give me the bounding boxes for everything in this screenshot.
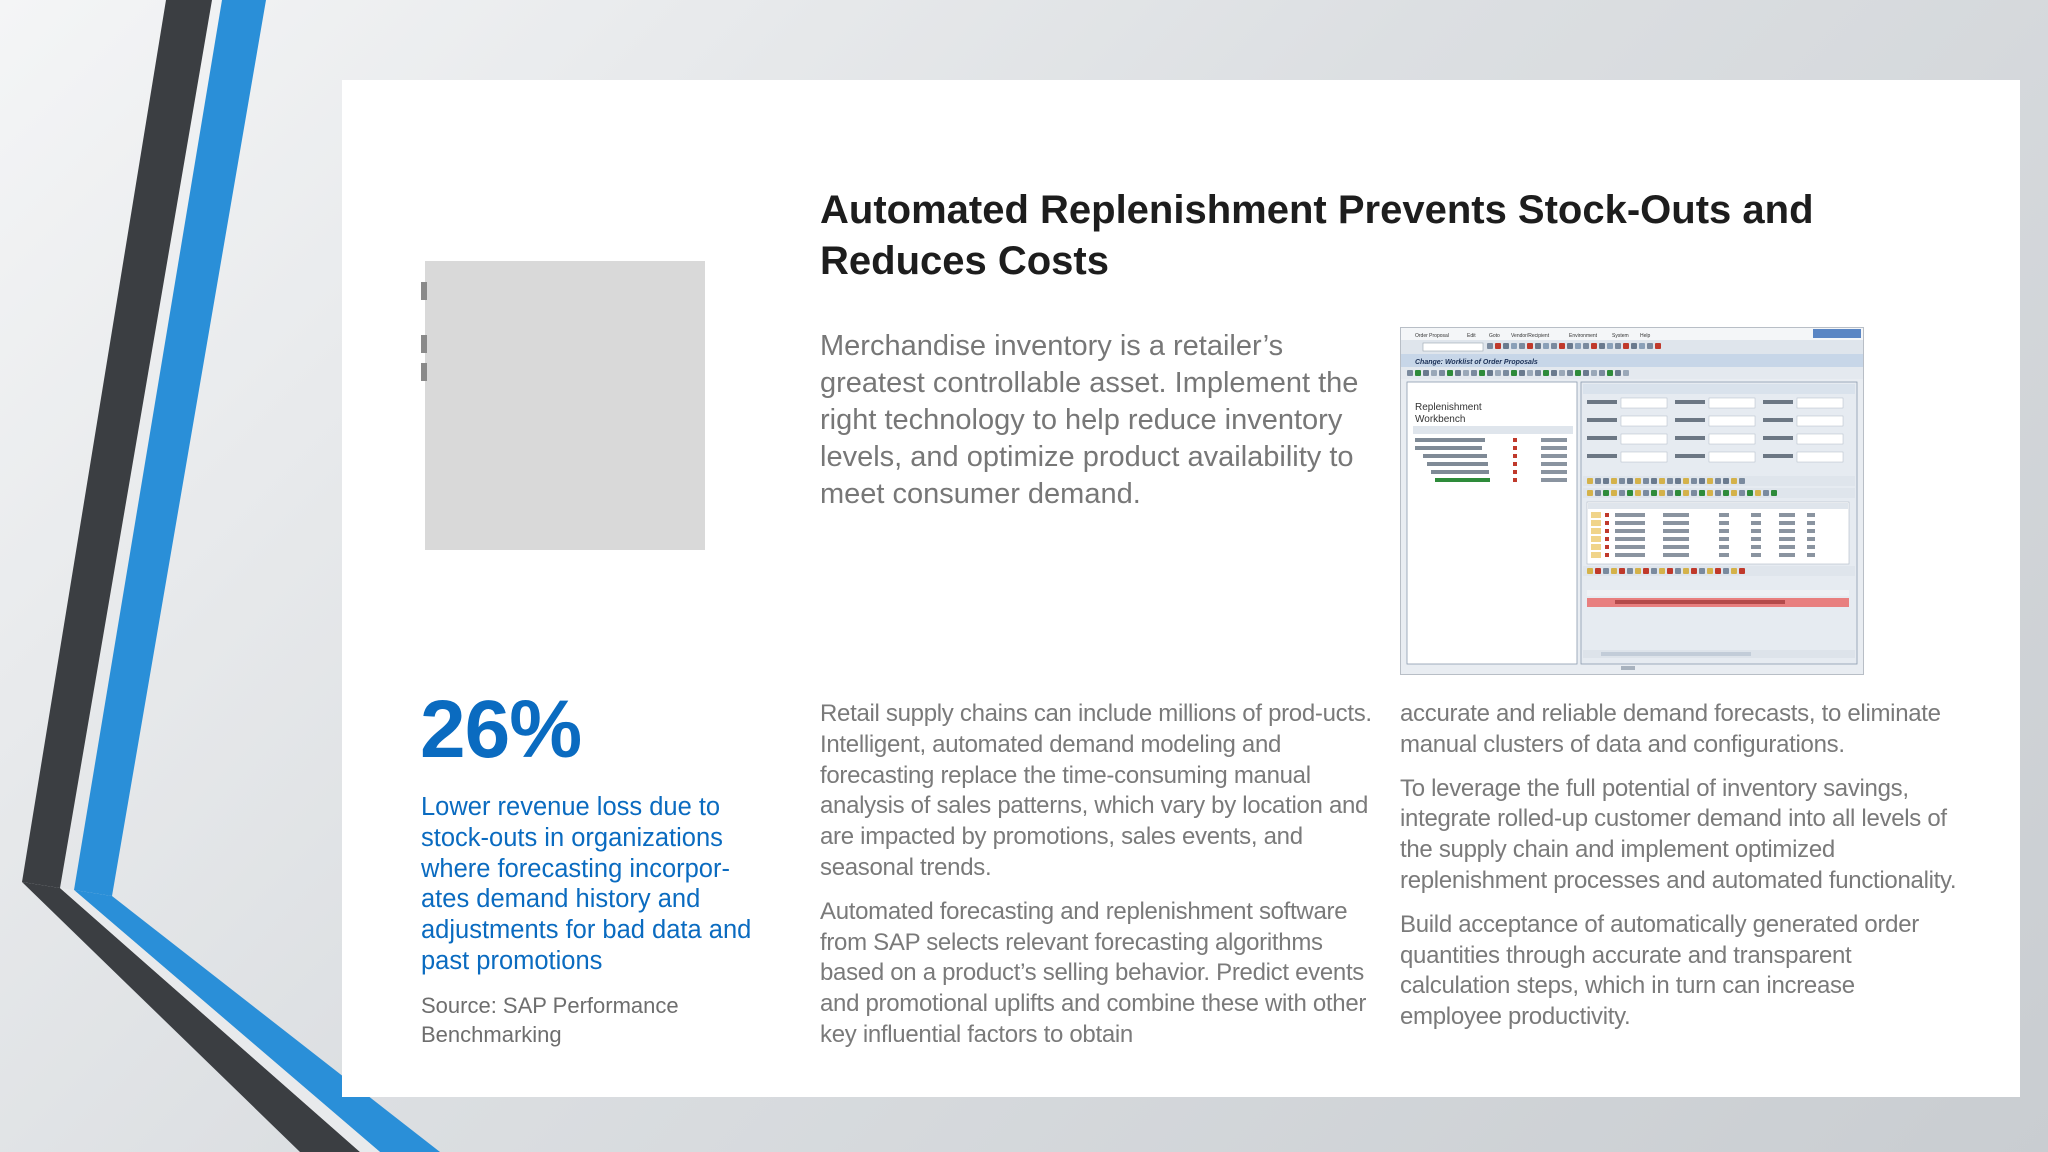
form-field-box <box>1709 434 1755 444</box>
toolbar-glyph-icon <box>1599 343 1605 349</box>
body-paragraph: To leverage the full potential of inventory savings, integrate rolled-up customer demand into all levels of the supply chain and implement optimized replenishment processes and automated functionality. <box>1400 774 1957 894</box>
form-label-line <box>1675 418 1705 422</box>
table-cell-line <box>1751 545 1761 549</box>
row-status-dot <box>1605 553 1609 557</box>
stat-description: Lower revenue loss due to stock-outs in organizations where forecasting incorpor-ates demand history and adjustments for bad data and past promotions <box>421 793 752 975</box>
toolbar-glyph-icon <box>1463 370 1469 376</box>
toolbar-glyph-icon <box>1675 568 1681 574</box>
form-label-line <box>1763 418 1793 422</box>
embedded-app-screenshot <box>1400 327 1864 675</box>
tree-row-line <box>1423 454 1487 458</box>
row-selector <box>1591 536 1601 542</box>
table-cell-line <box>1807 553 1815 557</box>
toolbar-glyph-icon <box>1535 370 1541 376</box>
toolbar-glyph-icon <box>1611 478 1617 484</box>
screenshot-menu-item: Order Proposal <box>1415 333 1449 339</box>
table-cell-line <box>1719 537 1729 541</box>
form-field-box <box>1709 398 1755 408</box>
body-column-1 <box>820 699 1380 1064</box>
table-cell-line <box>1807 513 1815 517</box>
tree-row-line <box>1415 446 1482 450</box>
toolbar-glyph-icon <box>1567 370 1573 376</box>
toolbar-glyph-icon <box>1615 343 1621 349</box>
toolbar-glyph-icon <box>1683 568 1689 574</box>
row-status-dot <box>1605 521 1609 525</box>
table-cell-line <box>1719 513 1729 517</box>
tree-status-dot <box>1513 478 1517 482</box>
toolbar-glyph-icon <box>1495 370 1501 376</box>
screenshot-menu-item: Goto <box>1489 333 1500 339</box>
toolbar-glyph-icon <box>1431 370 1437 376</box>
toolbar-glyph-icon <box>1543 370 1549 376</box>
form-field-box <box>1621 452 1667 462</box>
toolbar-glyph-icon <box>1739 490 1745 496</box>
toolbar-glyph-icon <box>1731 568 1737 574</box>
form-field-box <box>1797 398 1843 408</box>
table-cell-line <box>1719 553 1729 557</box>
toolbar-glyph-icon <box>1651 568 1657 574</box>
table-cell-line <box>1779 513 1795 517</box>
intro-paragraph: Merchandise inventory is a retailer’s greatest controllable asset. Implement the right technology to help reduce inventory levels, and optimize product availability to meet consumer demand. <box>820 330 1359 510</box>
tree-status-dot <box>1513 462 1517 466</box>
toolbar-glyph-icon <box>1635 478 1641 484</box>
toolbar-glyph-icon <box>1447 370 1453 376</box>
form-label-line <box>1587 454 1617 458</box>
form-field-box <box>1797 452 1843 462</box>
table-cell-line <box>1663 513 1689 517</box>
form-label-line <box>1763 400 1793 404</box>
toolbar-glyph-icon <box>1607 343 1613 349</box>
row-selector <box>1591 552 1601 558</box>
tree-status-dot <box>1513 446 1517 450</box>
toolbar-glyph-icon <box>1627 490 1633 496</box>
form-label-line <box>1587 418 1617 422</box>
table-cell-line <box>1663 529 1689 533</box>
table-cell-line <box>1751 529 1761 533</box>
screenshot-window-title: Change: Worklist of Order Proposals <box>1415 359 1538 366</box>
toolbar-glyph-icon <box>1631 343 1637 349</box>
toolbar-glyph-icon <box>1723 478 1729 484</box>
screenshot-menu-item: Environment <box>1569 333 1598 339</box>
table-cell-line <box>1807 537 1815 541</box>
toolbar-glyph-icon <box>1691 478 1697 484</box>
toolbar-glyph-icon <box>1667 568 1673 574</box>
toolbar-glyph-icon <box>1619 490 1625 496</box>
toolbar-glyph-icon <box>1503 370 1509 376</box>
toolbar-glyph-icon <box>1455 370 1461 376</box>
toolbar-glyph-icon <box>1511 343 1517 349</box>
tree-row-line <box>1415 438 1485 442</box>
toolbar-glyph-icon <box>1603 478 1609 484</box>
toolbar-glyph-icon <box>1715 478 1721 484</box>
toolbar-glyph-icon <box>1583 370 1589 376</box>
form-label-line <box>1587 400 1617 404</box>
toolbar-glyph-icon <box>1607 370 1613 376</box>
table-cell-line <box>1779 521 1795 525</box>
toolbar-glyph-icon <box>1715 568 1721 574</box>
table-cell-line <box>1663 537 1689 541</box>
toolbar-glyph-icon <box>1667 478 1673 484</box>
toolbar-glyph-icon <box>1603 568 1609 574</box>
form-label-line <box>1763 454 1793 458</box>
ghost-glyph <box>421 282 427 300</box>
form-field-box <box>1709 452 1755 462</box>
table-cell-line <box>1663 521 1689 525</box>
toolbar-glyph-icon <box>1755 490 1761 496</box>
toolbar-glyph-icon <box>1731 490 1737 496</box>
toolbar-glyph-icon <box>1439 370 1445 376</box>
toolbar-glyph-icon <box>1471 370 1477 376</box>
toolbar-glyph-icon <box>1643 478 1649 484</box>
toolbar-glyph-icon <box>1723 568 1729 574</box>
toolbar-glyph-icon <box>1707 568 1713 574</box>
screenshot-canvas <box>1401 328 1863 674</box>
form-label-line <box>1675 400 1705 404</box>
table-cell-line <box>1663 545 1689 549</box>
toolbar-glyph-icon <box>1595 490 1601 496</box>
table-cell-line <box>1615 521 1645 525</box>
toolbar-glyph-icon <box>1503 343 1509 349</box>
table-cell-line <box>1779 537 1795 541</box>
toolbar-glyph-icon <box>1423 370 1429 376</box>
toolbar-glyph-icon <box>1527 370 1533 376</box>
toolbar-glyph-icon <box>1519 370 1525 376</box>
table-cell-line <box>1615 537 1645 541</box>
toolbar-glyph-icon <box>1699 478 1705 484</box>
body-paragraph: accurate and reliable demand forecasts, to eliminate manual clusters of data and configurations. <box>1400 700 1941 758</box>
content-card <box>342 80 2020 1097</box>
form-label-line <box>1763 436 1793 440</box>
toolbar-glyph-icon <box>1611 568 1617 574</box>
tree-value-line <box>1541 462 1567 466</box>
form-label-line <box>1675 436 1705 440</box>
toolbar-glyph-icon <box>1603 490 1609 496</box>
toolbar-glyph-icon <box>1659 478 1665 484</box>
tree-row-line <box>1431 470 1489 474</box>
table-cell-line <box>1615 529 1645 533</box>
table-cell-line <box>1807 545 1815 549</box>
toolbar-glyph-icon <box>1651 478 1657 484</box>
toolbar-glyph-icon <box>1599 370 1605 376</box>
toolbar-glyph-icon <box>1487 343 1493 349</box>
table-header-bar <box>1588 503 1848 509</box>
table-cell-line <box>1719 529 1729 533</box>
toolbar-glyph-icon <box>1699 568 1705 574</box>
row-status-dot <box>1605 513 1609 517</box>
toolbar-glyph-icon <box>1651 490 1657 496</box>
toolbar-glyph-icon <box>1583 343 1589 349</box>
form-field-box <box>1621 398 1667 408</box>
toolbar-glyph-icon <box>1575 343 1581 349</box>
toolbar-glyph-icon <box>1731 478 1737 484</box>
form-field-box <box>1797 434 1843 444</box>
tree-value-line <box>1541 454 1567 458</box>
tree-value-line <box>1541 438 1567 442</box>
tree-value-line <box>1541 446 1567 450</box>
form-label-line <box>1587 436 1617 440</box>
table-cell-line <box>1615 513 1645 517</box>
toolbar-glyph-icon <box>1627 568 1633 574</box>
ghost-glyph <box>421 363 427 381</box>
toolbar-glyph-icon <box>1771 490 1777 496</box>
toolbar-glyph-icon <box>1643 568 1649 574</box>
row-status-dot <box>1605 537 1609 541</box>
table-cell-line <box>1779 545 1795 549</box>
tree-status-dot <box>1513 470 1517 474</box>
screenshot-menu-item: Vendor/Recipient <box>1511 333 1550 339</box>
screenshot-menu-item: Edit <box>1467 333 1476 339</box>
toolbar-glyph-icon <box>1675 478 1681 484</box>
toolbar-glyph-icon <box>1623 343 1629 349</box>
toolbar-glyph-icon <box>1639 343 1645 349</box>
toolbar-glyph-icon <box>1691 490 1697 496</box>
toolbar-glyph-icon <box>1699 490 1705 496</box>
toolbar-glyph-icon <box>1551 370 1557 376</box>
row-selector <box>1591 544 1601 550</box>
toolbar-glyph-icon <box>1675 490 1681 496</box>
toolbar-glyph-icon <box>1519 343 1525 349</box>
row-status-dot <box>1605 529 1609 533</box>
toolbar-glyph-icon <box>1479 370 1485 376</box>
body-paragraph: Build acceptance of automatically generated order quantities through accurate and transparent calculation steps, which in turn can increase employee productivity. <box>1400 910 1919 1031</box>
toolbar-glyph-icon <box>1643 490 1649 496</box>
image-placeholder <box>425 261 705 550</box>
toolbar-glyph-icon <box>1511 370 1517 376</box>
table-cell-line <box>1719 521 1729 525</box>
toolbar-glyph-icon <box>1707 478 1713 484</box>
table-cell-line <box>1807 521 1815 525</box>
table-cell-line <box>1615 545 1645 549</box>
toolbar-glyph-icon <box>1527 343 1533 349</box>
row-selector <box>1591 528 1601 534</box>
toolbar-glyph-icon <box>1591 370 1597 376</box>
form-field-box <box>1709 416 1755 426</box>
toolbar-glyph-icon <box>1559 370 1565 376</box>
table-cell-line <box>1615 553 1645 557</box>
toolbar-glyph-icon <box>1615 370 1621 376</box>
table-cell-line <box>1807 529 1815 533</box>
toolbar-glyph-icon <box>1723 490 1729 496</box>
toolbar-glyph-icon <box>1667 490 1673 496</box>
toolbar-glyph-icon <box>1559 343 1565 349</box>
toolbar-glyph-icon <box>1415 370 1421 376</box>
toolbar-glyph-icon <box>1739 568 1745 574</box>
toolbar-glyph-icon <box>1619 478 1625 484</box>
toolbar-glyph-icon <box>1587 490 1593 496</box>
toolbar-glyph-icon <box>1591 343 1597 349</box>
form-label-line <box>1675 454 1705 458</box>
light-accent-strip <box>60 888 380 1152</box>
table-cell-line <box>1779 553 1795 557</box>
toolbar-glyph-icon <box>1747 490 1753 496</box>
row-selector <box>1591 512 1601 518</box>
row-status-dot <box>1605 545 1609 549</box>
table-cell-line <box>1779 529 1795 533</box>
toolbar-glyph-icon <box>1567 343 1573 349</box>
toolbar-glyph-icon <box>1659 568 1665 574</box>
toolbar-glyph-icon <box>1619 568 1625 574</box>
form-field-box <box>1797 416 1843 426</box>
toolbar-glyph-icon <box>1595 568 1601 574</box>
toolbar-glyph-icon <box>1487 370 1493 376</box>
toolbar-glyph-icon <box>1407 370 1413 376</box>
slide-title: Automated Replenishment Prevents Stock-Outs and Reduces Costs <box>820 188 1814 283</box>
tree-value-line <box>1541 478 1567 482</box>
stat-source: Source: SAP Performance Benchmarking <box>421 993 679 1047</box>
toolbar-glyph-icon <box>1647 343 1653 349</box>
toolbar-glyph-icon <box>1655 343 1661 349</box>
stat-value: 26% <box>420 684 582 775</box>
table-cell-line <box>1663 553 1689 557</box>
body-column-2 <box>1400 699 1960 1046</box>
tree-value-line <box>1541 470 1567 474</box>
toolbar-glyph-icon <box>1715 490 1721 496</box>
form-field-box <box>1621 416 1667 426</box>
table-cell-line <box>1751 537 1761 541</box>
toolbar-glyph-icon <box>1587 478 1593 484</box>
toolbar-glyph-icon <box>1587 568 1593 574</box>
screenshot-menu-item: Help <box>1640 333 1651 339</box>
screenshot-menu-item: System <box>1612 333 1629 339</box>
form-field-box <box>1621 434 1667 444</box>
tree-row-line <box>1427 462 1488 466</box>
ghost-glyph <box>421 335 427 353</box>
tree-status-dot <box>1513 454 1517 458</box>
toolbar-glyph-icon <box>1763 490 1769 496</box>
toolbar-glyph-icon <box>1543 343 1549 349</box>
toolbar-glyph-icon <box>1635 568 1641 574</box>
toolbar-glyph-icon <box>1627 478 1633 484</box>
toolbar-glyph-icon <box>1575 370 1581 376</box>
toolbar-glyph-icon <box>1623 370 1629 376</box>
table-cell-line <box>1719 545 1729 549</box>
table-cell-line <box>1751 553 1761 557</box>
screenshot-panel-title-line2: Workbench <box>1415 414 1466 425</box>
toolbar-glyph-icon <box>1611 490 1617 496</box>
body-paragraph: Retail supply chains can include millions of prod-ucts. Intelligent, automated demand modeling and forecasting replace the time-consuming manual analysis of sales patterns, which vary by location and are impacted by promotions, sales events, and seasonal trends. <box>820 700 1372 881</box>
table-cell-line <box>1751 521 1761 525</box>
row-selector <box>1591 520 1601 526</box>
dark-stripe-lower <box>22 882 360 1152</box>
toolbar-glyph-icon <box>1683 478 1689 484</box>
toolbar-glyph-icon <box>1535 343 1541 349</box>
tree-row-line <box>1435 478 1490 482</box>
toolbar-glyph-icon <box>1635 490 1641 496</box>
screenshot-panel-title-line1: Replenishment <box>1415 402 1482 413</box>
toolbar-glyph-icon <box>1595 478 1601 484</box>
toolbar-glyph-icon <box>1551 343 1557 349</box>
toolbar-glyph-icon <box>1691 568 1697 574</box>
table-cell-line <box>1751 513 1761 517</box>
body-paragraph: Automated forecasting and replenishment software from SAP selects relevant forecasting algorithms based on a product’s selling behavior. Predict events and promotional uplifts and combine these with other key influential factors to obtain <box>820 897 1367 1048</box>
tree-status-dot <box>1513 438 1517 442</box>
toolbar-glyph-icon <box>1707 490 1713 496</box>
toolbar-glyph-icon <box>1739 478 1745 484</box>
toolbar-glyph-icon <box>1683 490 1689 496</box>
toolbar-glyph-icon <box>1659 490 1665 496</box>
toolbar-glyph-icon <box>1495 343 1501 349</box>
